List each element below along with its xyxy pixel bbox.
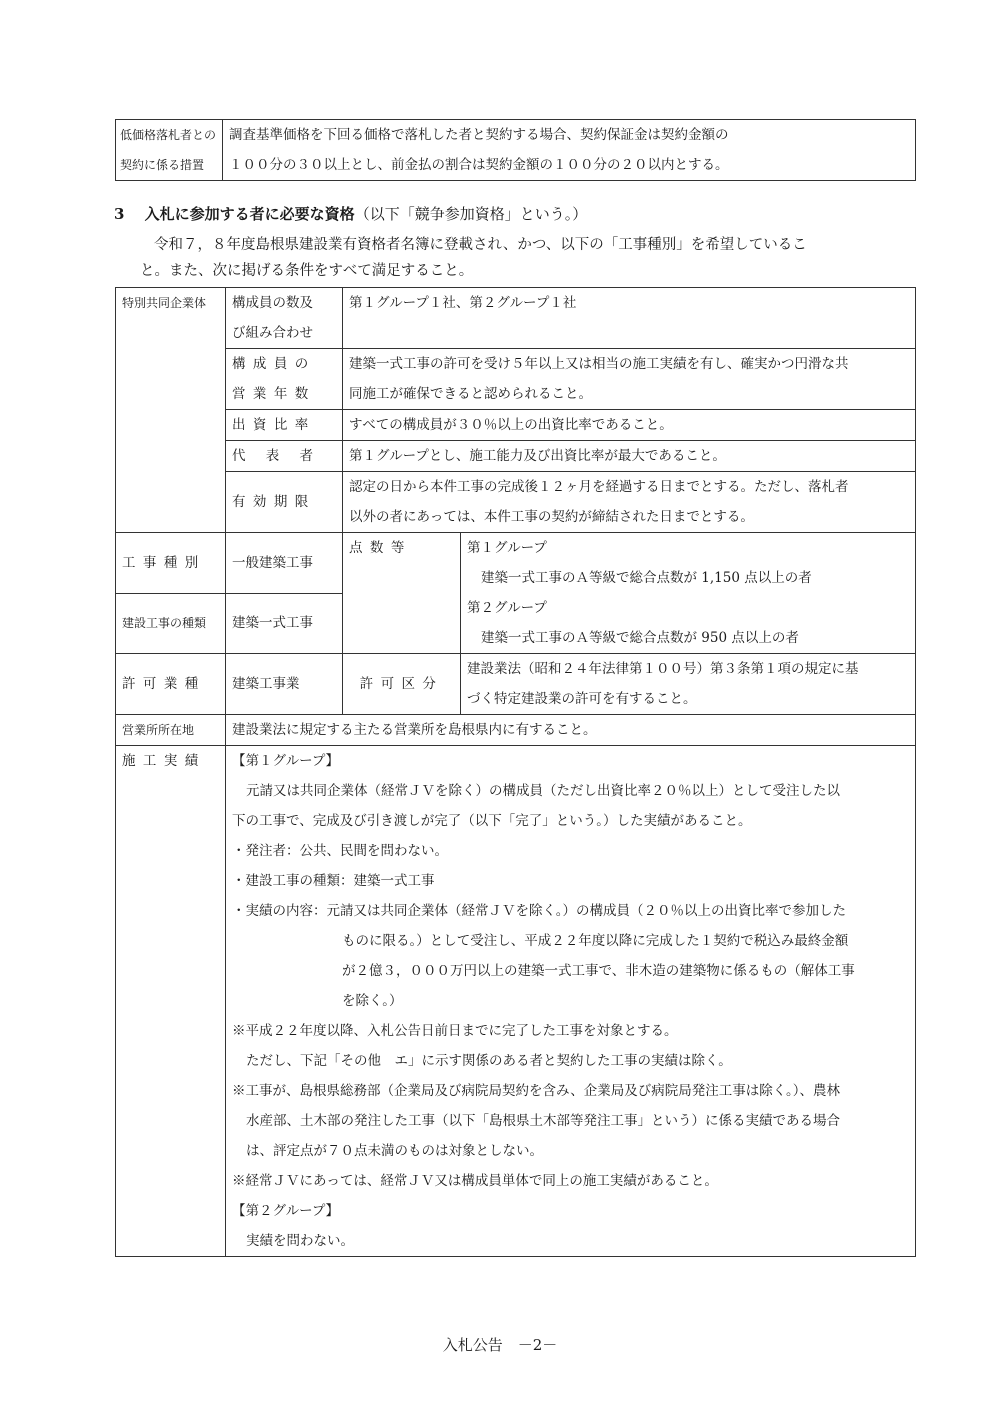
- low-price-table: [115, 119, 916, 181]
- jv-rep-text: 第１グループとし、施工能力及び出資比率が最大であること。: [343, 441, 916, 472]
- jv-ratio-label: 出資比率: [226, 410, 343, 441]
- tensu-label: 点数等: [343, 533, 461, 654]
- eigyo-value: 建設業法に規定する主たる営業所を島根県内に有すること。: [226, 715, 916, 746]
- koji-shurui-label: 建設工事の種類: [116, 593, 226, 654]
- seko-label: 施工実績: [116, 746, 226, 1257]
- jv-rep-label: 代表者: [226, 441, 343, 472]
- section-3-heading: 3 入札に参加する者に必要な資格（以下「競争参加資格」という。）: [114, 205, 588, 223]
- page-footer: 入札公告 －2－: [442, 1336, 558, 1354]
- seko-text: 【第１グループ】 元請又は共同企業体（経常ＪＶを除く）の構成員（ただし出資比率２０％以上）として受注した以 下の工事で、完成及び引き渡しが完了（以下「完了」という。）した実績があること。 ・発注者：公共、民間を問わない。 ・建設工事の種類：建築一式工事 ・実績の内容：元請又は共同企業体（経常ＪＶを除く。）の構成員（２０％以上の出資比率で参加した ものに限る。）として受注し、平成２２年度以降に完成した１契約で税込み最終金額 が２億３，０００万円以上の建築一式工事で、非木造の建築物に係るもの（解体工事 を除く。） ※平成２２年度以降、入札公告日前日までに完了した工事を対象とする。 ただし、下記「その他 エ」に示す関係のある者と契約した工事の実績は除く。 ※工事が、島根県総務部（企業局及び病院局契約を含み、企業局及び病院局発注工事は除く。）、農林 水産部、土木部の発注した工事（以下「島根県土木部等発注工事」という）に係る実績である場合 は、評定点が７０点未満のものは対象としない。 ※経常ＪＶにあっては、経常ＪＶ又は構成員単体で同上の施工実績があること。 【第２グループ】 実績を問わない。: [226, 746, 916, 1257]
- koji-shurui-value: 建築一式工事: [226, 593, 343, 654]
- jv-valid-text: 認定の日から本件工事の完成後１２ヶ月を経過する日までとする。ただし、落札者 以外の者にあっては、本件工事の契約が締結された日までとする。: [343, 472, 916, 533]
- qualification-table: [115, 287, 916, 1257]
- section-3-intro: 令和７，８年度島根県建設業有資格者名簿に登載され、かつ、以下の「工事種別」を希望しているこ と。また、次に掲げる条件をすべて満足すること。: [140, 237, 807, 279]
- jv-years-text: 建築一式工事の許可を受け５年以上又は相当の施工実績を有し、確実かつ円滑な共 同施工が確保できると認められること。: [343, 349, 916, 410]
- jv-years-label: 構成員の 営業年数: [226, 349, 343, 410]
- jv-members-text: 第１グループ１社、第２グループ１社: [343, 288, 916, 349]
- kyoka-kubun-label: 許可区分: [343, 654, 461, 715]
- koji-shubetsu-value: 一般建築工事: [226, 533, 343, 594]
- low-price-label: 低価格落札者との 契約に係る措置: [116, 120, 223, 181]
- jv-members-label: 構成員の数及 び組み合わせ: [226, 288, 343, 349]
- jv-ratio-text: すべての構成員が３０％以上の出資比率であること。: [343, 410, 916, 441]
- koji-shubetsu-label: 工事種別: [116, 533, 226, 594]
- eigyo-label: 営業所所在地: [116, 715, 226, 746]
- kyoka-label: 許可業種: [116, 654, 226, 715]
- tensu-text: 第１グループ 建築一式工事のＡ等級で総合点数が 1,150 点以上の者 第２グループ 建築一式工事のＡ等級で総合点数が 950 点以上の者: [461, 533, 916, 654]
- kyoka-kubun-text: 建設業法（昭和２４年法律第１００号）第３条第１項の規定に基 づく特定建設業の許可を有すること。: [461, 654, 916, 715]
- kyoka-value: 建築工事業: [226, 654, 343, 715]
- low-price-text: 調査基準価格を下回る価格で落札した者と契約する場合、契約保証金は契約金額の １００分の３０以上とし、前金払の割合は契約金額の１００分の２０以内とする。: [223, 120, 916, 181]
- jv-valid-label: 有効期限: [226, 472, 343, 533]
- jv-label: 特別共同企業体: [116, 288, 226, 533]
